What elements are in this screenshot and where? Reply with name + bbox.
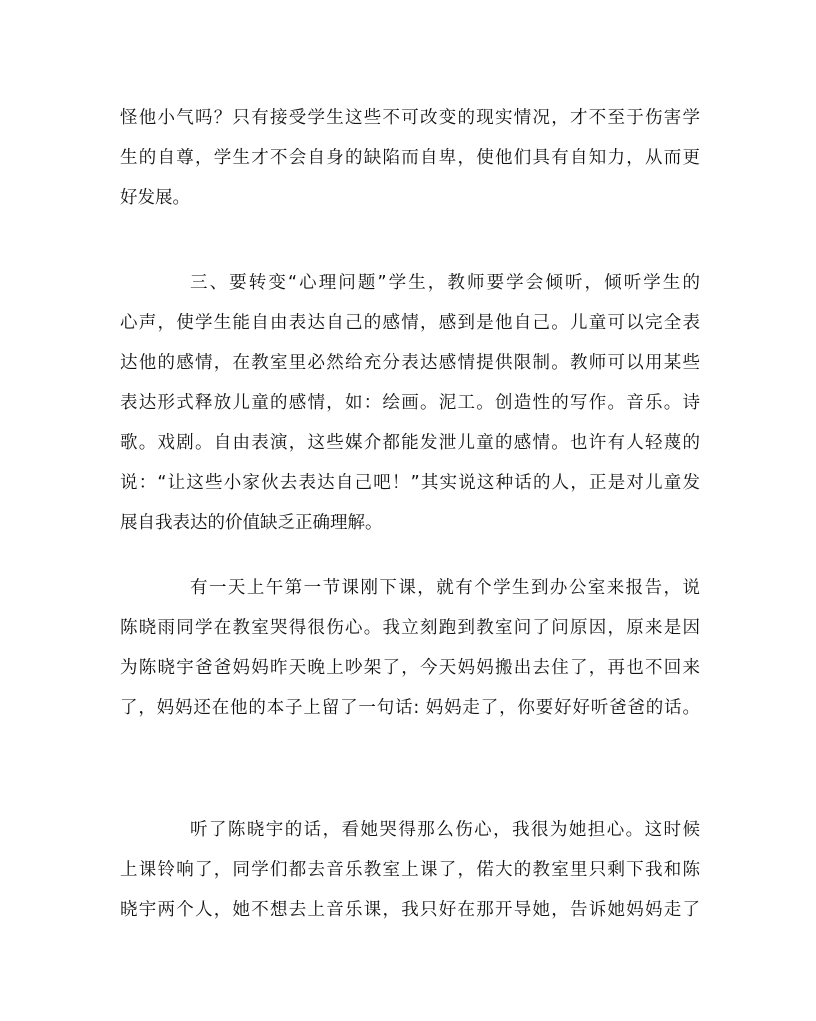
text-line: 心声，使学生能自由表达自己的感情，感到是他自己。儿童可以完全表 bbox=[120, 313, 700, 333]
text-line: 好发展。 bbox=[120, 188, 190, 208]
text-line: 生的自尊，学生才不会自身的缺陷而自卑，使他们具有自知力，从而更 bbox=[120, 148, 700, 168]
text-line: 听了陈晓宇的话，看她哭得那么伤心，我很为她担心。这时候 bbox=[190, 820, 700, 840]
text-line: 怪他小气吗？只有接受学生这些不可改变的现实情况，才不至于伤害学 bbox=[120, 108, 700, 128]
paragraph-3 bbox=[120, 568, 700, 728]
text-line: 达他的感情，在教室里必然给充分表达感情提供限制。教师可以用某些 bbox=[120, 353, 700, 373]
text-line: 歌。戏剧。自由表演，这些媒介都能发泄儿童的感情。也许有人轻蔑的 bbox=[120, 433, 700, 453]
text-line: 三、要转变“心理问题”学生，教师要学会倾听，倾听学生的 bbox=[190, 273, 700, 293]
text-line: 表达形式释放儿童的感情，如：绘画。泥工。创造性的写作。音乐。诗 bbox=[120, 393, 700, 413]
text-line: 了，妈妈还在他的本子上留了一句话: 妈妈走了，你要好好听爸爸的话。 bbox=[120, 698, 700, 718]
text-line: 上课铃响了，同学们都去音乐教室上课了，偌大的教室里只剩下我和陈 bbox=[120, 860, 700, 880]
paragraph-4 bbox=[120, 810, 700, 930]
paragraph-1 bbox=[120, 98, 700, 218]
text-line: 为陈晓宇爸爸妈妈昨天晚上吵架了，今天妈妈搬出去住了，再也不回来 bbox=[120, 658, 700, 678]
text-line: 说：“让这些小家伙去表达自己吧！”其实说这种话的人，正是对儿童发 bbox=[120, 473, 700, 493]
paragraph-2 bbox=[120, 263, 700, 543]
text-line: 晓宇两个人，她不想去上音乐课，我只好在那开导她，告诉她妈妈走了 bbox=[120, 900, 700, 920]
text-line: 有一天上午第一节课刚下课，就有个学生到办公室来报告，说 bbox=[190, 578, 700, 598]
text-line: 陈晓雨同学在教室哭得很伤心。我立刻跑到教室问了问原因，原来是因 bbox=[120, 618, 700, 638]
text-line: 展自我表达的价值缺乏正确理解。 bbox=[120, 513, 383, 533]
